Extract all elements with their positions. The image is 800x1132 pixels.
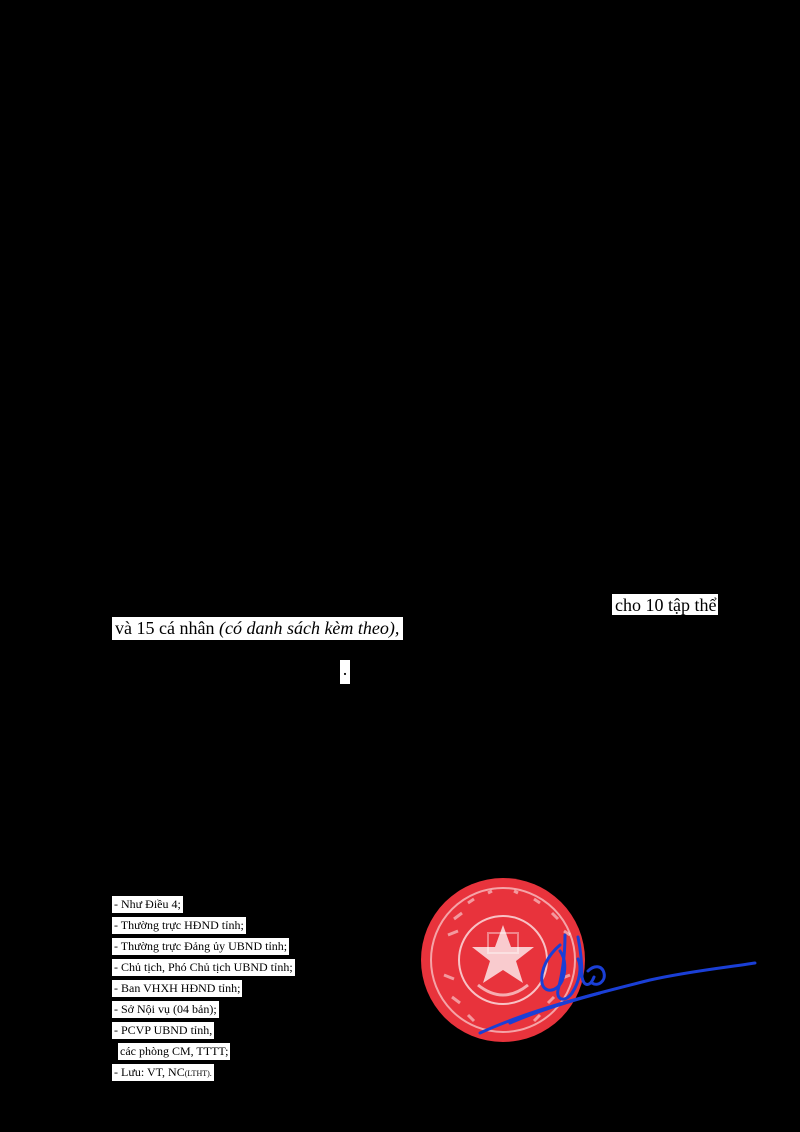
body-text-fragment: . <box>340 660 350 684</box>
recipient-item: - Ban VHXH HĐND tỉnh; <box>114 981 241 995</box>
recipient-item-suffix: (LTHT). <box>184 1069 212 1078</box>
body-text-line1-end: cho 10 tập thể <box>612 594 718 615</box>
recipient-item: - PCVP UBND tỉnh, <box>114 1023 213 1037</box>
recipient-item: - Như Điều 4; <box>114 897 181 911</box>
signature-icon <box>470 915 760 1035</box>
recipient-item <box>112 1064 214 1081</box>
recipient-item: - Chủ tịch, Phó Chủ tịch UBND tỉnh; <box>114 960 293 974</box>
body-text-line2-italic: (có danh sách kèm theo), <box>218 618 400 638</box>
recipient-item-prefix: - Lưu: VT, NC <box>114 1065 185 1079</box>
body-text-line2 <box>112 617 403 640</box>
recipient-item: các phòng CM, TTTT; <box>120 1044 229 1058</box>
recipient-item: - Thường trực Đảng ủy UBND tỉnh; <box>114 939 288 953</box>
recipient-item: - Thường trực HĐND tỉnh; <box>114 918 244 932</box>
body-text-line2-start: và 15 cá nhân <box>115 618 219 638</box>
recipient-item: - Sở Nội vụ (04 bản); <box>114 1002 217 1016</box>
recipients-list <box>112 895 295 1084</box>
